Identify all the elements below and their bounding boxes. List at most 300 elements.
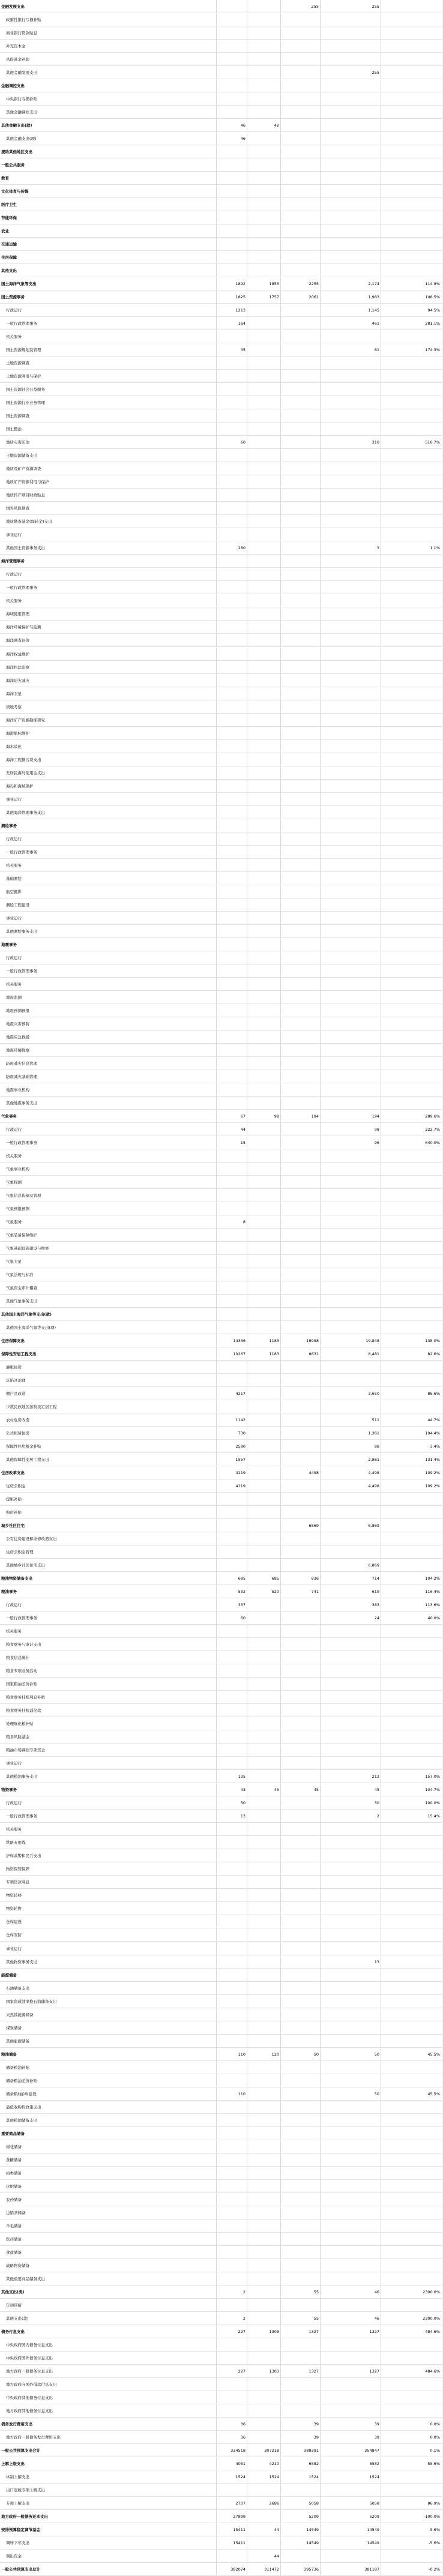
column-divider [216,2233,217,2246]
value-budget-adjusted [281,1902,320,1915]
value-budget-initial [247,1982,280,1995]
value-budget-adjusted [281,1004,320,1017]
value-budget-adjusted [281,1361,320,1374]
column-divider [320,2259,321,2272]
value-budget-prev-year [217,409,247,423]
value-budget-prev-year [217,370,247,383]
row-label: 其他能源储备 [6,2038,29,2044]
column-divider [280,1268,281,1281]
value-budget-adjusted [281,357,320,370]
value-percent: 114.9% [425,281,440,287]
column-divider [216,1057,217,1070]
column-divider [216,991,217,1004]
value-budget-prev-year [217,991,247,1004]
column-divider [280,1982,281,1995]
value-budget-prev-year [217,1004,247,1017]
column-divider [320,502,321,515]
table-row [0,2193,443,2206]
value-actual: 461 [372,321,379,327]
value-actual: 1,145 [368,308,379,313]
table-row [0,1017,443,1031]
column-divider [216,132,217,145]
value-percent [381,964,441,978]
value-budget-initial [247,2510,280,2523]
value-budget-adjusted [281,2233,320,2246]
row-label: 国土海洋气象等支出 [1,281,37,287]
value-budget-adjusted [281,224,320,238]
column-divider [320,224,321,238]
value-budget-prev-year: 36 [240,2421,246,2427]
row-label: 文化体育与传媒 [1,189,29,194]
table-row [0,951,443,964]
row-label: 海岛和海域保护 [6,783,34,789]
row-label: 一般行政管理事务 [6,968,37,974]
value-percent [381,2272,441,2286]
value-budget-initial [247,1691,280,1704]
column-divider [216,2523,217,2536]
column-divider [216,1823,217,1836]
value-budget-adjusted: 395736 [304,2566,319,2572]
table-row [0,409,443,423]
row-label: 海域使用管理 [6,612,29,617]
column-divider [320,1955,321,1969]
column-divider [280,1598,281,1612]
value-budget-prev-year: 1213 [235,308,246,313]
value-budget-adjusted: 14549 [306,2540,319,2545]
value-budget-adjusted [281,819,320,832]
value-percent [381,753,441,766]
value-actual [321,2352,381,2365]
column-divider [280,1783,281,1796]
value-budget-adjusted [281,687,320,700]
column-divider [280,1704,281,1717]
column-divider [216,1083,217,1097]
column-divider [320,528,321,541]
value-budget-prev-year [217,1519,247,1532]
value-budget-adjusted [281,1321,320,1334]
value-budget-initial [247,991,280,1004]
table-row [0,2431,443,2444]
value-budget-prev-year [217,1862,247,1876]
table-row [0,1955,443,1969]
value-budget-prev-year [217,925,247,938]
table-row [0,1545,443,1559]
value-actual: 50 [374,2091,379,2096]
row-label: 一般行政管理事务 [6,1814,37,1819]
column-divider [216,198,217,211]
table-row [0,462,443,475]
table-row [0,2550,443,2563]
value-budget-initial [247,2140,280,2153]
value-budget-adjusted [281,502,320,515]
column-divider [280,634,281,647]
value-actual [321,1189,381,1202]
value-percent [381,2484,441,2497]
value-budget-initial [247,832,280,846]
column-divider [216,1862,217,1876]
table-row [0,780,443,793]
column-divider [320,2021,321,2035]
column-divider [320,1717,321,1730]
column-divider [320,1229,321,1242]
table-row [0,1730,443,1744]
value-budget-initial [247,1149,280,1163]
row-label: 海洋环境保护与监测 [6,625,41,630]
value-percent [381,1176,441,1189]
row-label: 国土资源事务 [1,295,25,300]
column-divider [216,1136,217,1149]
value-budget-adjusted [281,991,320,1004]
value-budget-adjusted [281,1017,320,1031]
column-divider [280,1097,281,1110]
row-label: 提租补贴 [6,1497,22,1502]
value-budget-adjusted [281,211,320,224]
value-percent [381,1545,441,1559]
value-percent [381,396,441,409]
table-row [0,2167,443,2180]
row-label: 调出资金 [6,2553,22,2559]
column-divider [216,2444,217,2457]
value-budget-adjusted [281,885,320,898]
column-divider [280,238,281,251]
column-divider [216,806,217,819]
column-divider [280,2523,281,2536]
value-budget-prev-year: 60 [240,1616,246,1621]
value-budget-initial [247,2431,280,2444]
column-divider [320,1453,321,1466]
value-percent [381,475,441,489]
column-divider [280,1757,281,1770]
column-divider [320,330,321,343]
value-budget-adjusted [281,925,320,938]
value-budget-initial [247,727,280,740]
value-percent [381,2378,441,2391]
value-percent [381,1268,441,1281]
table-row [0,1268,443,1281]
column-divider [280,1942,281,1955]
value-budget-adjusted [281,1612,320,1625]
column-divider [216,1017,217,1031]
value-budget-initial [247,1928,280,1942]
value-budget-prev-year [217,859,247,872]
value-budget-adjusted [281,1255,320,1268]
column-divider [320,2338,321,2352]
column-divider [216,2127,217,2140]
table-row [0,1321,443,1334]
value-budget-initial [247,2404,280,2418]
value-budget-prev-year: 1892 [235,281,246,287]
value-budget-prev-year: 2 [243,2289,246,2295]
row-label: 气象装备保障维护 [6,1232,37,1238]
column-divider [280,1281,281,1295]
value-actual [321,1915,381,1928]
column-divider [280,462,281,475]
value-budget-adjusted [281,1955,320,1969]
value-actual [321,964,381,978]
row-label: 海洋卫星 [6,691,22,696]
row-label: 行政运行 [6,1602,22,1608]
value-budget-adjusted [281,26,320,40]
value-actual [321,846,381,859]
row-label: 地质及矿产资源调查 [6,466,41,472]
column-divider [216,1044,217,1057]
value-percent [381,106,441,119]
value-budget-initial [247,92,280,106]
value-budget-prev-year [217,1651,247,1664]
table-row [0,1400,443,1413]
value-percent [381,1493,441,1506]
value-budget-prev-year [217,383,247,396]
value-percent [381,2404,441,2418]
value-budget-prev-year [217,832,247,846]
table-row [0,1083,443,1097]
table-row [0,1744,443,1757]
value-budget-initial: 520 [271,1589,279,1595]
column-divider [320,2035,321,2048]
value-budget-prev-year [217,449,247,462]
value-budget-prev-year [217,753,247,766]
table-row [0,938,443,951]
column-divider [216,2312,217,2325]
table-row [0,132,443,145]
value-budget-adjusted [281,872,320,885]
value-actual [321,607,381,621]
row-label: 安排预算稳定调节基金 [1,2527,40,2532]
column-divider [280,2563,281,2576]
value-budget-initial [247,1097,280,1110]
value-budget-prev-year [217,2259,247,2272]
value-budget-adjusted: 6582 [309,2461,319,2466]
value-budget-initial [247,1413,280,1427]
column-divider [280,502,281,515]
column-divider [216,1123,217,1136]
value-percent [381,66,441,79]
column-divider [320,1969,321,1982]
value-budget-adjusted [281,1057,320,1070]
row-label: 无居民海岛使用金支出 [6,770,45,775]
column-divider [216,145,217,158]
row-label: 国家留成油串换石油储备支出 [6,1999,57,2004]
column-divider [320,1995,321,2008]
value-actual: 381187 [364,2566,379,2572]
table-row [0,1149,443,1163]
column-divider [216,1519,217,1532]
value-actual [321,1004,381,1017]
column-divider [280,1559,281,1572]
table-row [0,1982,443,1995]
table-row [0,661,443,674]
table-row [0,2286,443,2299]
value-actual [321,132,381,145]
row-label: 地震事业机构 [6,1087,29,1092]
column-divider [320,462,321,475]
column-divider [280,727,281,740]
row-label: 气象信息传输及管理 [6,1193,41,1198]
value-percent [381,1744,441,1757]
row-label: 土地资源储备支出 [6,453,37,459]
value-budget-adjusted [281,119,320,132]
value-percent [381,621,441,634]
column-divider [320,1215,321,1229]
value-actual [321,1057,381,1070]
value-budget-adjusted [281,2219,320,2233]
value-budget-initial [247,66,280,79]
value-actual [321,2167,381,2180]
table-row [0,1281,443,1295]
column-divider [280,2167,281,2180]
value-budget-prev-year [217,1308,247,1321]
value-actual [321,2246,381,2259]
column-divider [320,277,321,290]
value-budget-initial [247,607,280,621]
value-budget-adjusted: 1327 [309,2329,319,2334]
table-row [0,2457,443,2470]
table-row [0,383,443,396]
row-label: 机关服务 [6,1827,22,1832]
value-budget-prev-year [217,2550,247,2563]
value-budget-prev-year: 1825 [235,295,246,300]
value-budget-initial [247,449,280,462]
value-actual [321,158,381,172]
row-label: 地质勘查基金(周转金)支出 [6,519,52,525]
value-percent [381,119,441,132]
value-budget-initial [247,2233,280,2246]
row-label: 公有住房建设和维修改造支出 [6,1536,57,1542]
column-divider [216,1413,217,1427]
table-row [0,2444,443,2457]
column-divider [216,1836,217,1849]
value-budget-prev-year [217,1889,247,1902]
value-budget-initial [247,1678,280,1691]
value-budget-adjusted [281,1031,320,1044]
value-budget-prev-year [217,951,247,964]
row-label: 其他重要商品储备支出 [6,2276,45,2281]
column-divider [320,1532,321,1545]
value-budget-prev-year [217,330,247,343]
value-budget-prev-year [217,1915,247,1928]
value-budget-adjusted [281,1136,320,1149]
value-budget-adjusted [281,158,320,172]
column-divider [280,780,281,793]
value-budget-prev-year [217,938,247,951]
column-divider [320,1572,321,1585]
column-divider [280,2114,281,2127]
column-divider [280,1215,281,1229]
value-budget-initial [247,198,280,211]
column-divider [320,2418,321,2431]
table-row [0,1849,443,1862]
column-divider [280,317,281,330]
column-divider [280,1810,281,1823]
table-row [0,2338,443,2352]
column-divider [216,251,217,264]
value-actual: 19,848 [366,1338,379,1344]
value-percent: -5.6% [429,2540,440,2545]
value-budget-prev-year [217,1678,247,1691]
value-budget-initial [247,1070,280,1083]
column-divider [216,290,217,304]
value-actual [321,912,381,925]
value-percent [381,898,441,912]
row-label: 其他粮油储备支出 [6,2117,37,2123]
value-budget-prev-year: 27899 [233,2514,246,2519]
column-divider [216,185,217,198]
table-row [0,2259,443,2272]
table-row [0,634,443,647]
row-label: 机关服务 [6,862,22,868]
table-row [0,2127,443,2140]
value-actual [321,2101,381,2114]
row-label: 其他城乡社区住宅支出 [6,1563,45,1568]
column-divider [216,2497,217,2510]
value-budget-prev-year [217,211,247,224]
table-row [0,2206,443,2219]
column-divider [280,106,281,119]
column-divider [280,2021,281,2035]
row-label: 粮油市场调控专项资金 [6,1748,45,1753]
value-actual [321,1493,381,1506]
column-divider [320,1413,321,1427]
column-divider [216,1347,217,1361]
table-row [0,2391,443,2404]
row-label: 地震环境探察 [6,1047,29,1053]
value-budget-initial [247,1849,280,1862]
row-label: 其他支出(类) [1,2289,25,2295]
value-percent: 289.6% [425,1113,440,1119]
value-budget-prev-year [217,2101,247,2114]
value-budget-adjusted [281,753,320,766]
value-actual [321,1295,381,1308]
value-budget-prev-year [217,819,247,832]
row-label: 债务付息支出 [1,2329,25,2334]
value-actual [321,1651,381,1664]
column-divider [216,1796,217,1810]
table-row [0,964,443,978]
value-actual [321,383,381,396]
column-divider [320,264,321,277]
value-actual [321,370,381,383]
value-budget-prev-year [217,40,247,53]
value-percent: 0.1% [430,2448,440,2453]
table-row [0,1783,443,1796]
column-divider [280,1400,281,1413]
value-budget-adjusted: 5209 [309,2514,319,2519]
row-label: 城乡社区住宅 [1,1523,25,1529]
column-divider [280,2457,281,2470]
value-percent [381,1070,441,1083]
value-percent [381,1031,441,1044]
value-percent [381,251,441,264]
value-actual: 2,861 [368,1457,379,1463]
row-label: 其他测绘事务支出 [6,928,37,934]
column-divider [280,1638,281,1651]
value-budget-adjusted: 14549 [306,2527,319,2532]
column-divider [280,2550,281,2563]
value-budget-adjusted [281,978,320,991]
column-divider [320,1044,321,1057]
table-row [0,1110,443,1123]
value-percent [381,938,441,951]
value-actual [321,1849,381,1862]
column-divider [280,2061,281,2074]
value-percent [381,714,441,727]
table-row [0,277,443,290]
column-divider [216,2140,217,2153]
value-budget-initial [247,2219,280,2233]
row-label: 中央政府其他债务付息支出 [6,2395,53,2400]
row-label: 行政运行 [6,1127,22,1132]
value-budget-adjusted [281,594,320,607]
